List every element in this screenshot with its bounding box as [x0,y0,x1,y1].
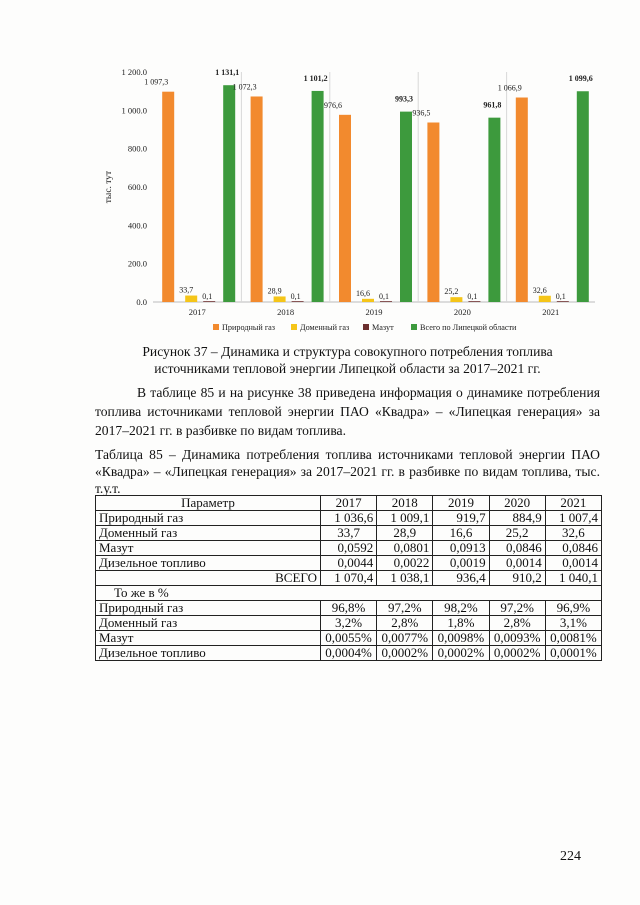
data-label: 1 099,6 [568,74,593,84]
data-label: 0,1 [555,292,566,301]
y-tick-label: 1 200.0 [121,67,147,77]
row-value: 0,0846 [489,541,545,556]
data-label: 961,8 [483,100,502,110]
data-label: 976,6 [324,100,342,110]
row-value: 97,2% [489,601,545,616]
row-value: 25,2 [489,526,545,541]
page-number: 224 [560,849,581,864]
row-value: 3,1% [545,616,601,631]
legend-label: Мазут [372,323,394,332]
header-cell: 2017 [321,496,377,511]
table-row [96,601,602,616]
header-cell: Параметр [96,496,321,511]
figure-caption [95,343,600,377]
y-tick-label: 1 000.0 [121,105,147,116]
header-cell: 2021 [545,496,601,511]
row-value: 0,0093% [489,631,545,646]
data-label: 16,6 [356,288,370,298]
data-label: 33,7 [179,285,194,295]
row-label: Природный газ [96,511,321,526]
bar [339,115,351,302]
x-tick-label: 2019 [365,307,383,317]
bar [577,91,589,302]
caption-line-2: источниками тепловой энергии Липецкой области за 2017–2021 гг. [154,361,541,376]
legend-label: Доменный газ [300,323,350,332]
legend-label: Всего по Липецкой области [420,323,517,332]
fuel-table [95,495,602,661]
bar [185,296,197,302]
table-row [96,571,602,586]
bar [312,91,324,302]
bar [162,92,174,302]
x-tick-label: 2017 [188,307,206,317]
row-value: 0,0801 [377,541,433,556]
y-tick-label: 400.0 [127,220,147,231]
bar [427,123,439,302]
data-label: 0,1 [467,292,478,301]
table-header-row [96,496,602,511]
row-value: 1 009,1 [377,511,433,526]
y-tick-label: 600.0 [127,182,147,192]
row-value: 16,6 [433,526,489,541]
data-label: 1 072,3 [232,82,257,92]
data-label: 993,3 [395,94,413,104]
bar [468,301,480,302]
y-tick-label: 800.0 [127,143,147,154]
bar [516,98,528,302]
caption-line-1: Рисунок 37 – Динамика и структура совокупного потребления топлива [142,344,553,359]
row-value: 0,0592 [321,541,377,556]
data-label: 0,1 [290,292,301,301]
bar [251,96,263,302]
row-value: 0,0004% [321,646,377,661]
x-tick-label: 2018 [277,307,295,317]
data-label: 1 066,9 [497,83,522,93]
row-value: 0,0098% [433,631,489,646]
legend-swatch [411,324,417,330]
row-value: 32,6 [545,526,601,541]
table-row [96,631,602,646]
row-value: 97,2% [377,601,433,616]
data-label: 0,1 [202,292,213,301]
bar [488,118,500,302]
row-label: Дизельное топливо [96,556,321,571]
y-axis-label: тыс. тут [104,170,114,204]
legend-swatch [363,324,369,330]
row-value: 0,0022 [377,556,433,571]
row-value: 0,0846 [545,541,601,556]
bar [557,301,569,302]
row-value: 0,0002% [489,646,545,661]
table-title: Таблица 85 – Динамика потребления топлива источниками тепловой энергии ПАО «Квадра» – «Липецкая генерация» за 2017–2021 гг. в разбивке по видам топлива, тыс. т.у.т. [95,447,600,496]
row-value: 1 038,1 [377,571,433,586]
data-label: 28,9 [267,286,282,296]
table-row [96,616,602,631]
row-value: 2,8% [377,616,433,631]
row-value: 0,0002% [433,646,489,661]
row-value: 910,2 [489,571,545,586]
table-row [96,556,602,571]
bar [380,301,392,302]
y-tick-label: 0.0 [136,297,147,307]
row-value: 96,9% [545,601,601,616]
row-value: 0,0019 [433,556,489,571]
fuel-consumption-chart [95,62,605,340]
bar [203,301,215,302]
data-label: 1 131,1 [215,68,240,78]
row-label: Доменный газ [96,526,321,541]
table-row [96,541,602,556]
row-value: 1 040,1 [545,571,601,586]
row-value: 1 070,4 [321,571,377,586]
table-row [96,511,602,526]
row-label: Природный газ [96,601,321,616]
row-value: 0,0913 [433,541,489,556]
row-value: 1,8% [433,616,489,631]
row-label: Доменный газ [96,616,321,631]
bar [450,297,462,302]
bar [362,299,374,302]
y-tick-label: 200.0 [127,258,147,269]
row-value: 1 036,6 [321,511,377,526]
legend-swatch [291,324,297,330]
row-value: 0,0055% [321,631,377,646]
pct-heading-row [96,586,602,601]
header-cell: 2018 [377,496,433,511]
x-tick-label: 2020 [453,307,471,317]
bar [223,85,235,302]
row-value: 884,9 [489,511,545,526]
row-label: Мазут [96,631,321,646]
row-value: 0,0002% [377,646,433,661]
legend-label: Природный газ [222,323,276,332]
row-value: 0,0001% [545,646,601,661]
data-label: 1 101,2 [303,73,328,83]
row-label: Мазут [96,541,321,556]
row-value: 0,0081% [545,631,601,646]
row-value: 28,9 [377,526,433,541]
data-label: 25,2 [444,287,459,297]
bar [292,301,304,302]
row-value: 0,0044 [321,556,377,571]
data-label: 0,1 [379,292,389,301]
row-value: 1 007,4 [545,511,601,526]
bar [400,112,412,302]
data-label: 32,6 [532,285,547,295]
row-value: 0,0014 [545,556,601,571]
row-value: 98,2% [433,601,489,616]
bar [539,296,551,302]
row-value: 919,7 [433,511,489,526]
row-value: 2,8% [489,616,545,631]
table-row [96,646,602,661]
header-cell: 2019 [433,496,489,511]
row-value: 96,8% [321,601,377,616]
row-value: 0,0014 [489,556,545,571]
bar [274,296,286,302]
legend-swatch [213,324,219,330]
data-label: 1 097,3 [144,77,169,87]
body-paragraph: В таблице 85 и на рисунке 38 приведена информация о динамике потребления топлива источниками тепловой энергии ПАО «Квадра» – «Липецкая генерация» за 2017–2021 гг. в разбивке по видам топлива. [95,385,600,438]
row-label: ВСЕГО [96,571,321,586]
row-value: 0,0077% [377,631,433,646]
data-label: 936,5 [412,108,431,118]
row-value: 33,7 [321,526,377,541]
header-cell: 2020 [489,496,545,511]
table-row [96,526,602,541]
row-value: 3,2% [321,616,377,631]
x-tick-label: 2021 [542,307,560,317]
pct-heading: То же в % [96,586,602,601]
row-value: 936,4 [433,571,489,586]
row-label: Дизельное топливо [96,646,321,661]
